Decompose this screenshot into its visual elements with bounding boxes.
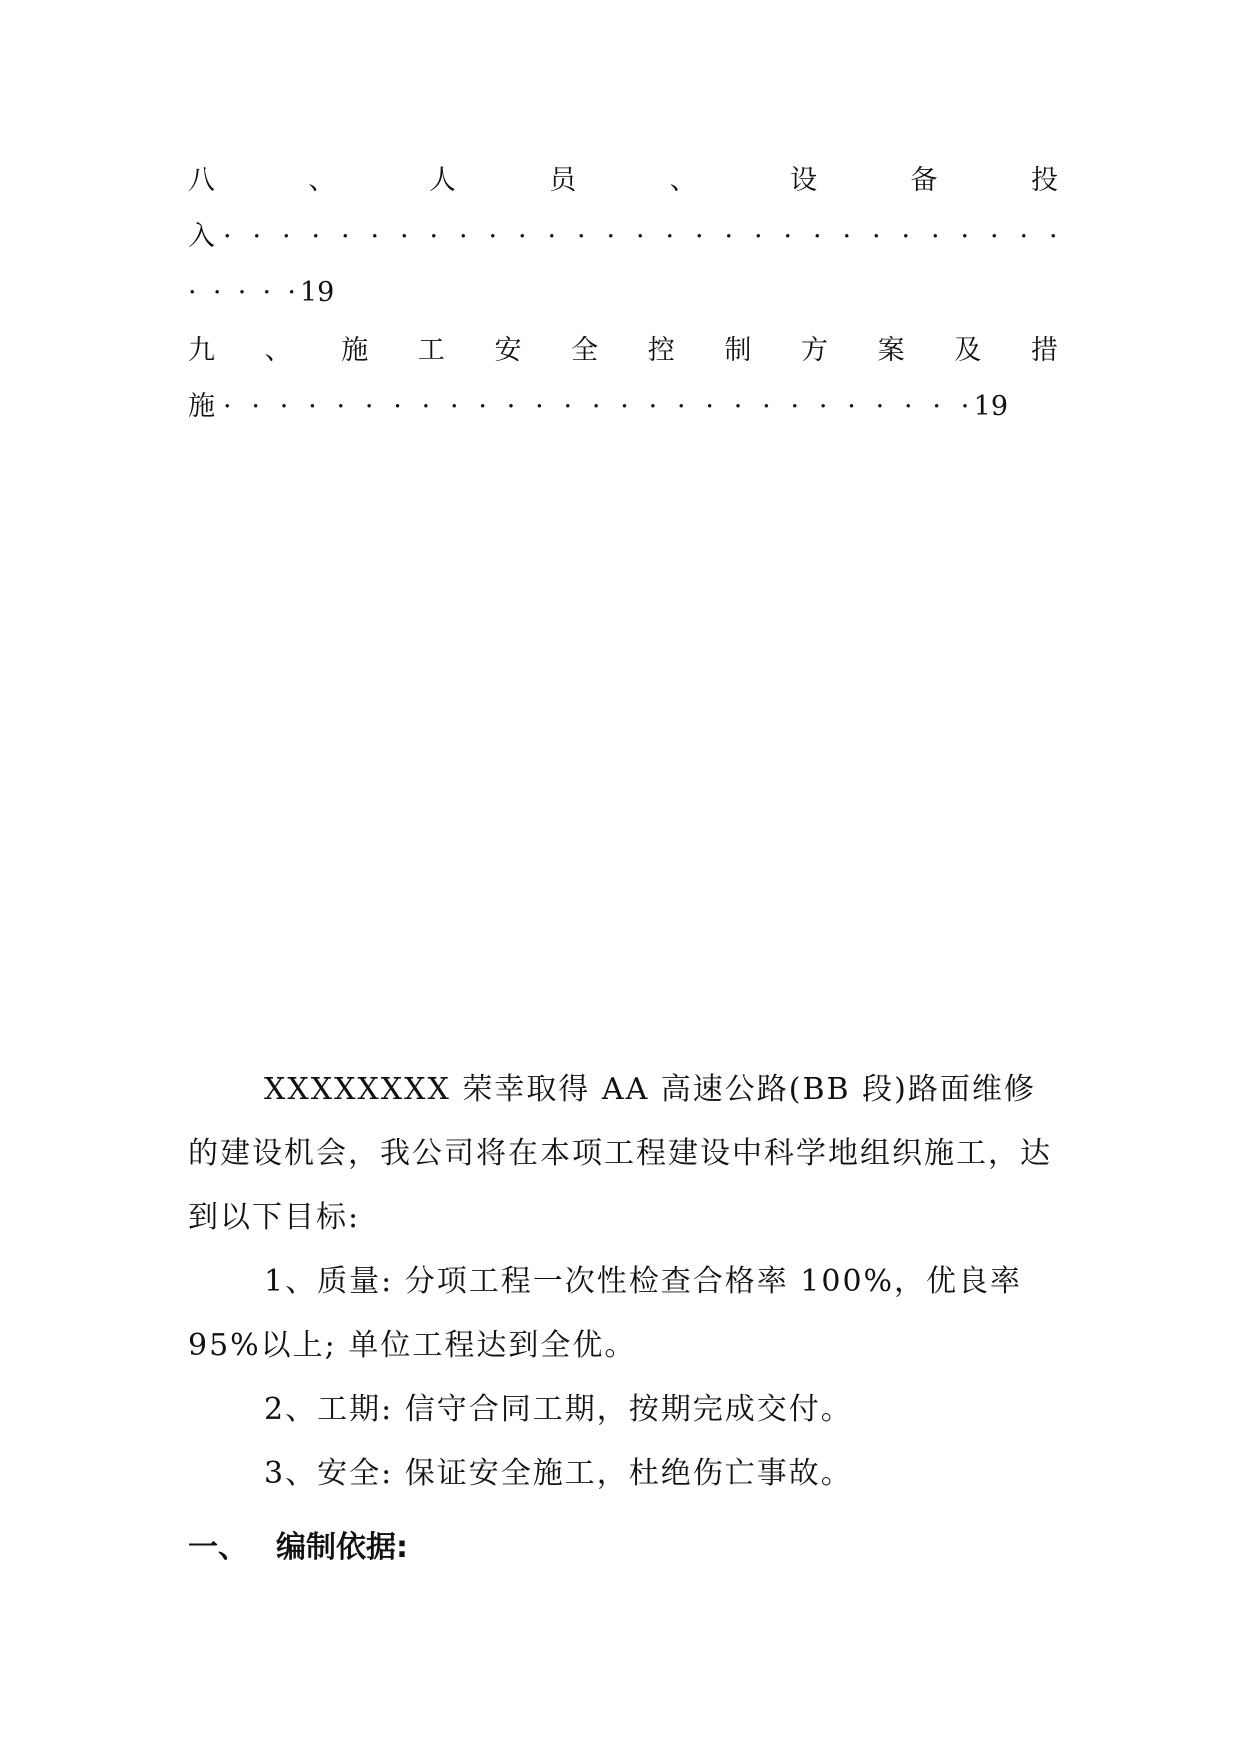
toc-char: 、 [669,165,697,196]
toc-char: 、 [308,165,336,196]
leader-dot: · [872,221,881,252]
toc-char: 安 [494,335,522,366]
leader-dot: · [429,221,439,252]
leader-dot: · [904,391,913,422]
leader-dot: · [754,221,763,252]
toc-char: 备 [910,165,938,196]
toc-char: 九 [188,335,215,366]
leader-dot: · [813,221,822,252]
toc-item-9-line1 [188,326,1058,376]
leader-dot: · [705,391,714,422]
leader-dot: · [282,221,291,252]
leader-dot: · [336,391,346,422]
toc-leader-dots [223,382,970,432]
toc-item-8-line1 [188,156,1058,206]
leader-dot: · [364,391,374,422]
section-heading [188,1518,408,1578]
toc-char: 设 [790,165,818,196]
leader-dot: · [960,221,970,252]
leader-dot: · [212,277,222,308]
leader-dot: · [818,391,828,422]
leader-dot: · [790,391,800,422]
goal-schedule: 2、工期: 信守合同工期，按期完成交付。 [264,1392,853,1427]
toc-char: 措 [1030,335,1058,366]
leader-dot: · [1049,221,1058,252]
leader-dot: · [393,391,402,422]
leader-dot: · [251,391,260,422]
leader-dot: · [311,221,321,252]
leader-dot: · [237,277,247,308]
leader-dot: · [252,221,262,252]
goal-safety: 3、安全: 保证安全施工，杜绝伤亡事故。 [264,1456,853,1491]
leader-dot: · [577,221,586,252]
leader-dot: · [724,221,734,252]
leader-dot: · [308,391,317,422]
leader-dot: · [518,221,527,252]
section-number: 一、 [188,1530,248,1565]
toc-item-8-first-char: 入 [188,221,215,252]
toc-char: 及 [954,335,982,366]
toc-leader-dots [188,268,296,318]
leader-dot: · [188,277,197,308]
leader-dot: · [370,221,380,252]
toc-item-8-line3 [188,268,388,318]
toc-item-9-first-char: 施 [188,391,215,422]
toc-item-8-line2 [188,212,1058,262]
leader-dot: · [450,391,459,422]
leader-dot: · [762,391,771,422]
toc-char: 施 [341,335,369,366]
leader-dot: · [400,221,409,252]
toc-char: 人 [428,165,456,196]
leader-dot: · [591,391,601,422]
toc-item-8-page: 19 [300,277,335,308]
leader-dot: · [695,221,704,252]
leader-dot: · [478,391,487,422]
toc-char: 制 [724,335,752,366]
toc-char: 控 [647,335,675,366]
toc-char: 方 [801,335,828,366]
toc-char: 投 [1030,165,1058,196]
leader-dot: · [648,391,658,422]
toc-item-9-line2 [188,382,1008,432]
leader-dot: · [563,391,573,422]
leader-dot: · [620,391,629,422]
toc-char: 、 [264,335,292,366]
leader-dot: · [901,221,911,252]
leader-dot: · [733,391,743,422]
toc-char: 全 [571,335,599,366]
leader-dot: · [287,277,296,308]
leader-dot: · [223,391,232,422]
leader-dot: · [847,391,856,422]
toc-char: 八 [188,165,215,196]
leader-dot: · [875,391,885,422]
section-title: 编制依据: [276,1530,408,1565]
leader-dot: · [341,221,350,252]
toc-char: 案 [877,335,905,366]
leader-dot: · [960,391,970,422]
goal-quality: 1、质量: 分项工程一次性检查合格率 100%，优良率 95%以上; 单位工程达到全优。 [188,1264,1023,1363]
intro-paragraph: XXXXXXXX 荣幸取得 AA 高速公路(BB 段)路面维修的建设机会，我公司将在本项工程建设中科学地组织施工，达到以下目标: [188,1072,1052,1235]
toc-leader-dots [223,212,1058,262]
toc-char: 员 [549,165,577,196]
toc-item-9-page: 19 [973,391,1008,422]
leader-dot: · [488,221,498,252]
leader-dot: · [279,391,289,422]
toc-char: 工 [417,335,445,366]
leader-dot: · [547,221,557,252]
leader-dot: · [677,391,686,422]
leader-dot: · [931,221,940,252]
leader-dot: · [606,221,616,252]
leader-dot: · [506,391,516,422]
leader-dot: · [223,221,232,252]
leader-dot: · [783,221,793,252]
leader-dot: · [636,221,645,252]
leader-dot: · [1019,221,1029,252]
leader-dot: · [665,221,675,252]
leader-dot: · [535,391,544,422]
leader-dot: · [262,277,272,308]
leader-dot: · [932,391,941,422]
leader-dot: · [842,221,852,252]
leader-dot: · [421,391,431,422]
leader-dot: · [990,221,999,252]
leader-dot: · [459,221,468,252]
